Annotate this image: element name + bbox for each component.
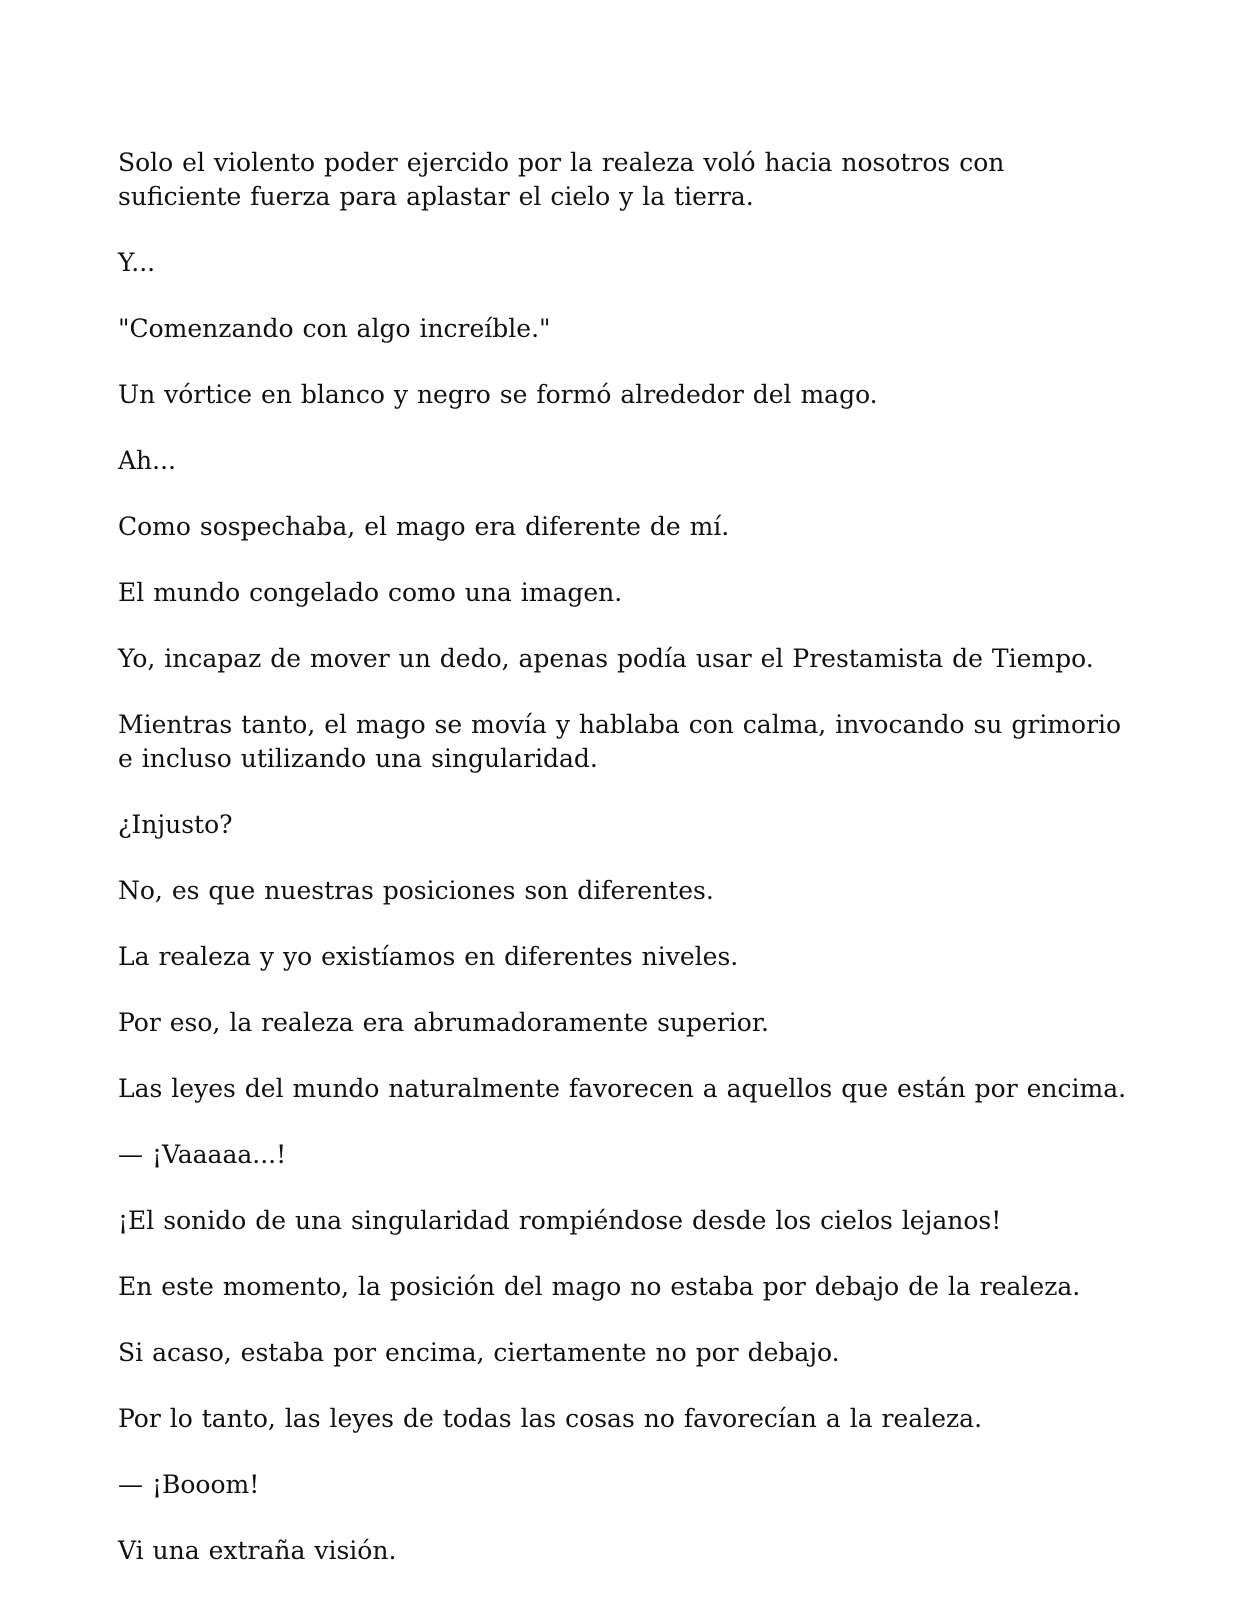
- paragraph: Y...: [118, 248, 156, 277]
- paragraph: La realeza y yo existíamos en diferentes niveles.: [118, 942, 739, 971]
- paragraph: Como sospechaba, el mago era diferente de mí.: [118, 512, 730, 541]
- paragraph: El mundo congelado como una imagen.: [118, 578, 623, 607]
- document-body: [118, 146, 1128, 1600]
- paragraph: Solo el violento poder ejercido por la realeza voló hacia nosotros con suficiente fuerza para aplastar el cielo y la tierra.: [118, 148, 1005, 211]
- paragraph: Por eso, la realeza era abrumadoramente superior.: [118, 1008, 769, 1037]
- paragraph: Un vórtice en blanco y negro se formó alrededor del mago.: [118, 380, 878, 409]
- paragraph: Si acaso, estaba por encima, ciertamente no por debajo.: [118, 1338, 840, 1367]
- paragraph: Vi una extraña visión.: [118, 1536, 397, 1565]
- paragraph: Mientras tanto, el mago se movía y hablaba con calma, invocando su grimorio e incluso utilizando una singularidad.: [118, 710, 1122, 773]
- paragraph: Las leyes del mundo naturalmente favorecen a aquellos que están por encima.: [118, 1074, 1127, 1103]
- paragraph: Por lo tanto, las leyes de todas las cosas no favorecían a la realeza.: [118, 1404, 983, 1433]
- paragraph: "Comenzando con algo increíble.": [118, 314, 551, 343]
- paragraph: En este momento, la posición del mago no estaba por debajo de la realeza.: [118, 1272, 1081, 1301]
- paragraph: Ah...: [118, 446, 176, 475]
- paragraph: ¡El sonido de una singularidad rompiéndose desde los cielos lejanos!: [118, 1206, 1002, 1235]
- paragraph: Yo, incapaz de mover un dedo, apenas podía usar el Prestamista de Tiempo.: [118, 644, 1094, 673]
- paragraph: ¿Injusto?: [118, 810, 233, 839]
- paragraph: No, es que nuestras posiciones son diferentes.: [118, 876, 714, 905]
- paragraph: — ¡Booom!: [118, 1470, 260, 1499]
- paragraph: — ¡Vaaaaa...!: [118, 1140, 287, 1169]
